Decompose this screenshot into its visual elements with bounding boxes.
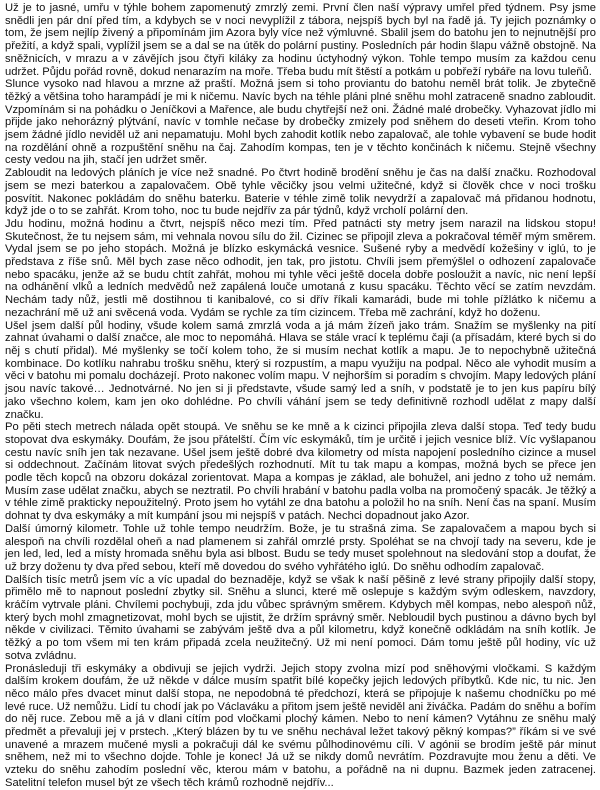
paragraph-5: Ušel jsem další půl hodiny, všude kolem samá zmrzlá voda a já mám žízeň jako trám. Snažím se myšlenky na pití zahnat úvahami o další značce, ale moc to nepomáhá. Hlava se stále vrací k teplému čaji (a přísadám, které bych si do něj s chutí přidal). Mé myšlenky se točí kolem toho, že si musím nechat kotlík a mapu. Je to nepochybně užitečná kombinace. Do kotlíku nahrabu trošku sněhu, který si rozpustím, a mapu využiju na podpal. Něco ale vyhodit musím a věci v batohu mi pomalu docházejí. Proto nakonec volím mapu. V nejhorším si poradím s chvojím. Mapy ledových plání jsou navíc takové… Jednotvárné. No jen si ji představte, všude samý led a sníh, v podstatě je to jen kus papíru bílý jako všechno kolem, kam jen oko dohlédne. Po chvíli váhání jsem se tedy definitivně rozhodl udělat z mapy další značku. bbox=[5, 319, 596, 421]
paragraph-1: Už je to jasné, umřu v týhle bohem zapomenutý zmrzlý zemi. První člen naší výpravy umřel před týdnem. Psy jsme snědli jen pár dní před tím, a kdybych se v noci nevyplížil z tábora, nejspíš bych byl na řadě já. Ty jejich poznámky o tom, že jsem nejlíp živený a připomínám jim Azora byly více než výmluvné. Sbalil jsem do batohu jen to nejnutnější pro přežití, a když spali, vyplížil jsem se a dal se na útěk do polární pustiny. Posledních pár hodin šlapu vážně obstojně. Na sněžnicích, v mrazu a v závějích jsou čtyři kiláky za hodinu úctyhodný výkon. Tohle tempo musím za každou cenu udržet. Půjdu pořád rovně, dokud nenarazím na moře. Třeba budu mít štěstí a potkám u pobřeží rybáře na lovu tuleňů. bbox=[5, 2, 596, 78]
paragraph-8: Dalších tisíc metrů jsem víc a víc upadal do beznaděje, když se však k naší pěšině z levé strany připojily další stopy, přimělo mě to napnout poslední zbytky sil. Sněhu a slunci, které mě oslepuje s každým svým odleskem, navzdory, kráčím vytrvale pláni. Chvílemi pochybuji, zda jdu vůbec správným směrem. Kdybych měl kompas, nebo alespoň nůž, který bych mohl zmagnetizovat, mohl bych se ujistit, že držím správný směr. Nebloudil bych pustinou a dávno bych byl někde v civilizaci. Těmito úvahami se zabývám ještě dva a půl kilometru, když konečně odkládám na sníh kotlík. Je těžký a po tom všem mi ten krám připadá zcela neužitečný. Už mi není pomoci. Dám tomu ještě půl hodiny, víc už sotva zvládnu. bbox=[5, 573, 596, 662]
paragraph-7: Další úmorný kilometr. Tohle už tohle tempo neudržím. Bože, je tu strašná zima. Se zapalovačem a mapou bych si alespoň na chvíli rozdělal oheň a nad plamenem si zahřál omrzlé prsty. Spoléhat se na chvojí tady na severu, kde je jen led, led, led a místy hromada sněhu byla asi blbost. Budu se tedy muset spolehnout na sledování stop a doufat, že už brzy doženu ty dva před sebou, kteří mě dovedou do svého vyhřátého iglú. Do sněhu odhodím zapalovač. bbox=[5, 522, 596, 573]
paragraph-3: Zabloudit na ledových pláních je více než snadné. Po čtvrt hodině brodění sněhu je čas na další značku. Rozhodoval jsem se mezi baterkou a zapalovačem. Obě tyhle věcičky jsou velmi užitečné, když si člověk chce v noci trošku posvítit. Nakonec pokládám do sněhu baterku. Baterie v téhle zimě tolik nevydrží a zapalovač má přidanou hodnotu, když jde o to se zahřát. Krom toho, noc tu bude nejdřív za pár týdnů, když vrcholí polární den. bbox=[5, 167, 596, 218]
paragraph-2: Slunce vysoko nad hlavou a mrzne až praští. Možná jsem si toho proviantu do batohu neměl brát tolik. Je zbytečně těžký a většina toho harampádí je mi k ničemu. Navíc bych na téhle pláni plné sněhu mohl zatraceně snadno zabloudit. Vzpomínám si na pohádku o Jeníčkovi a Mařence, ale budu chytřejší než oni. Žádné malé drobečky. Vyhazovat jídlo mi přijde jako nehorázný plýtvání, navíc v tomhle nečase by drobečky zmizely pod sněhem do deseti vteřin. Krom toho jsem žádné jídlo neviděl už ani nepamatuju. Mohl bych zahodit kotlík nebo zapalovač, ale tohle vybavení se bude hodit na rozdělání ohně a rozpuštění sněhu na čaj. Zahodím kompas, ten je v těchto končinách k ničemu. Stejně všechny cesty vedou na jih, stačí jen udržet směr. bbox=[5, 78, 596, 167]
paragraph-4: Jdu hodinu, možná hodinu a čtvrt, nejspíš něco mezi tím. Před patnácti sty metry jsem narazil na lidskou stopu! Skutečnost, že tu nejsem sám, mi vehnala novou sílu do žil. Cizinec se připojil zleva a pokračoval téměř mým směrem. Vydal jsem se po jeho stopách. Možná je blízko eskymácká vesnice. Sušené ryby a medvědí kožešiny v iglú, to je představa z říše snů. Měl bych zase něco odhodit, jen tak, pro jistotu. Chvíli jsem přemýšlel o odhození zapalovače nebo spacáku, jenže až se budu chtít zahřát, mohou mi tyhle věci ještě docela dobře posloužit a navíc, nic není lepší na odhánění vlků a ledních medvědů než zapálená louče umotaná z kusu spacáku. Těchto věcí se zatím nevzdám. Nechám tady nůž, jestli mě dostihnou ti kanibalové, co si dřív říkali kamarádi, bude mi tohle pížlátko k ničemu a nezachrání mě už ani svěcená voda. Vydám se rychle za tím cizincem. Třeba mě zachrání, když ho doženu. bbox=[5, 217, 596, 319]
paragraph-6: Po pěti stech metrech nálada opět stoupá. Ve sněhu se ke mně a k cizinci připojila zleva další stopa. Teď tedy budu stopovat dva eskymáky. Doufám, že jsou přátelští. Čím víc eskymáků, tím je určitě i jejich vesnice blíž. Víc vyšlapanou cestu navíc sníh jen tak nezavane. Ušel jsem ještě dobré dva kilometry od místa napojení posledního cizince a musel si oddechnout. Začínám litovat svých předešlých rozhodnutí. Mít tu tak mapu a kompas, možná bych se přece jen podle těch kopců na obzoru dokázal zorientovat. Mapa a kompas je základ, ale bohužel, ani jedno z toho už nemám. Musím zase udělat značku, abych se neztratil. Po chvíli hrabání v batohu padla volba na promočený spacák. Je těžký a v téhle zimě prakticky nepoužitelný. Proto jsem ho vytáhl ze dna batohu a položil ho na sníh. Není čas na spaní. Musím dohnat ty dva eskymáky a mít kumpání jsou mi nejspíš v patách. Nechci dopadnout jako Azor. bbox=[5, 421, 596, 523]
paragraph-9: Pronásleduji tři eskymáky a obdivuji se jejich vydrži. Jejich stopy zvolna mizí pod sněhovými vločkami. S každým dalším krokem doufám, že už někde v dálce musím spatřit bílé kopečky jejich ledových příbytků. Kde nic, tu nic. Jen něco málo přes dvacet minut další stopa, ne nepodobná té předchozí, která se připojuje k našemu chodníčku po mé levé ruce. Už nemůžu. Lidí tu chodí jak po Václaváku a přitom jsem ještě neviděl ani živáčka. Padám do sněhu a bořím do něj ruce. Zebou mě a já v dlani cítím pod vločkami plochý kámen. Nebo to není kámen? Vytáhnu ze sněhu malý předmět a převaluji jej v prstech. „Který blázen by tu ve sněhu nechával ležet takový pěkný kompas?” říkám si ve své unavené a mrazem mučené mysli a pokračuji dál ke svému půlhodinovému cíli. V agónii se brodím ještě pár minut sněhem, než mi to všechno dojde. Tohle je konec! Já už se nikdy domů nevrátím. Pozdravujte mou ženu a děti. Ve vzteku do sněhu zahodím poslední věc, kterou mám v batohu, a pořádně na ni dupnu. Bazmek jeden zatracenej. Satelitní telefon musel být ze všech těch krámů rozhodně nejdřív... bbox=[5, 662, 596, 789]
